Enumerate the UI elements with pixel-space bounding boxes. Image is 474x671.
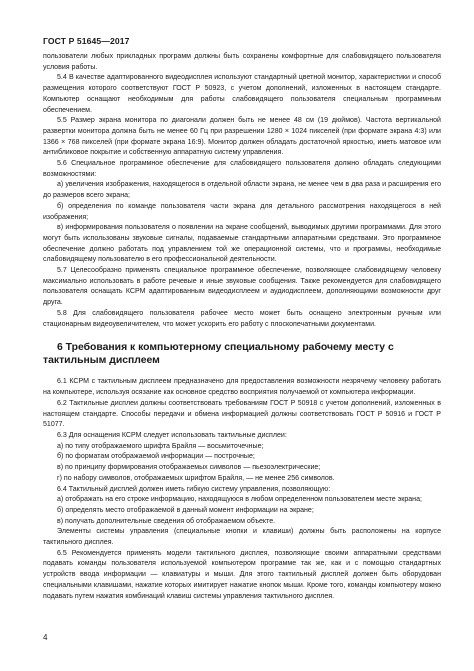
list-item: а) отображать на его строке информацию, находящуюся в любом определенном пользователем месте экрана;: [57, 496, 422, 504]
paragraph: 5.6 Специальное программное обеспечение для слабовидящего пользователя должно обладать следующими возможностями:: [43, 160, 441, 178]
page-number: 4: [43, 633, 48, 642]
paragraph: 6.4 Тактильный дисплей должен иметь гибкую систему управления, позволяющую:: [57, 485, 331, 493]
list-item: в) по принципу формирования отображаемых символов — пьезоэлектрические;: [57, 464, 321, 472]
list-item: в) информирования пользователя о появлении на экране сообщений, выводимых другими программами. Для этого могут быть использованы звуковые сигналы, подаваемые стандартными аппаратными средствами. Это программное обеспечение должно работать под управлением той же операционной системы, что и программы, необходимые слабовидящему пользователю в его профессиональной деятельности.: [43, 224, 441, 264]
list-item: г) по набору символов, отображаемых шрифтом Брайля, — не менее 256 символов.: [57, 474, 335, 482]
list-item: б) определять место отображаемой в данный момент информации на экране;: [57, 506, 314, 514]
paragraph: 5.7 Целесообразно применять специальное программное обеспечение, позволяющее слабовидящему человеку максимально использовать в работе речевые и иные звуковые сообщения. Также рекомендуется для слабовидящего пользователя оснащать КСРМ адаптированным видеодисплеем и аудиодисплеем, дополняющими возможности друг друга.: [43, 267, 441, 307]
page-header: ГОСТ Р 51645—2017: [43, 36, 130, 46]
paragraph: 6.2 Тактильные дисплеи должны соответствовать требованиям ГОСТ Р 50918 с учетом дополнений, изложенных в настоящем стандарте. Способы передачи и обмена информацией должны соответствовать ГОСТ Р 50916 и ГОСТ Р 51077.: [43, 399, 441, 429]
list-item: а) увеличения изображения, находящегося в отдельной области экрана, не менее чем в два раза и расширения его до размеров всего экрана;: [43, 181, 441, 200]
paragraph: пользователи любых прикладных программ должны быть сохранены комфортные для слабовидящего пользователя условия работы.: [43, 53, 441, 71]
list-item: в) получать дополнительные сведения об отображаемом объекте.: [57, 517, 276, 525]
list-item: б) определения по команде пользователя части экрана для детального рассмотрения находящегося в ней изображения;: [43, 202, 441, 221]
paragraph: 6.1 КСРМ с тактильным дисплеем предназначено для предоставления возможности незрячему человеку работать на компьютере, используя осязание как основное средство восприятия получаемой от компьютера информации.: [43, 378, 441, 397]
paragraph: 6.3 Для оснащения КСРМ следует использовать тактильные дисплеи:: [57, 431, 287, 439]
paragraph: 5.5 Размер экрана монитора по диагонали должен быть не менее 48 см (19 дюймов). Частота вертикальной развертки монитора должна быть не менее 60 Гц при разрешении 1280 × 1024 пикселей (при формате экрана 4:3) или 1366 × 768 пикселей (при формате экрана 16:9). Монитор должен обладать достаточной яркостью, иметь матовое или антибликовое покрытие и собственную аппаратную систему управления.: [43, 117, 441, 157]
list-item: б) по форматам отображаемой информации — построчные;: [57, 453, 255, 461]
list-item: а) по типу отображаемого шрифта Брайля — восьмиточечные;: [57, 442, 264, 450]
paragraph: 6.5 Рекомендуется применять модели тактильного дисплея, позволяющие своими аппаратными средствами подавать команды пользователя используемой компьютером программе так же, как и с помощью стандартных устройств ввода информации — клавиатуры и мыши. Для этого тактильный дисплей должен быть оборудован специальными клавишами, нажатие которых имитирует нажатие кнопок мыши. Кроме того, команды компьютеру можно подавать путем нажатия комбинаций клавиш системы управления тактильного дисплея.: [43, 549, 441, 600]
paragraph: 5.8 Для слабовидящего пользователя рабочее место может быть оснащено электронным ручным или стационарным видеоувеличителем, что может ускорить его работу с плоскопечатными документами.: [43, 309, 441, 328]
document-body: [43, 52, 441, 602]
paragraph: 5.4 В качестве адаптированного видеодисплея используют стандартный цветной монитор, характеристики и способ размещения которого соответствуют ГОСТ Р 50923, с учетом дополнений, изложенных в настоящем стандарте. Компьютер оснащают необходимым для работы слабовидящего пользователя специальным программным обеспечением.: [43, 74, 441, 114]
paragraph: Элементы системы управления (специальные кнопки и клавиши) должны быть расположены на корпусе тактильного дисплея.: [43, 528, 441, 547]
section-heading: 6 Требования к компьютерному специальному рабочему месту с тактильным дисплеем: [43, 342, 394, 366]
